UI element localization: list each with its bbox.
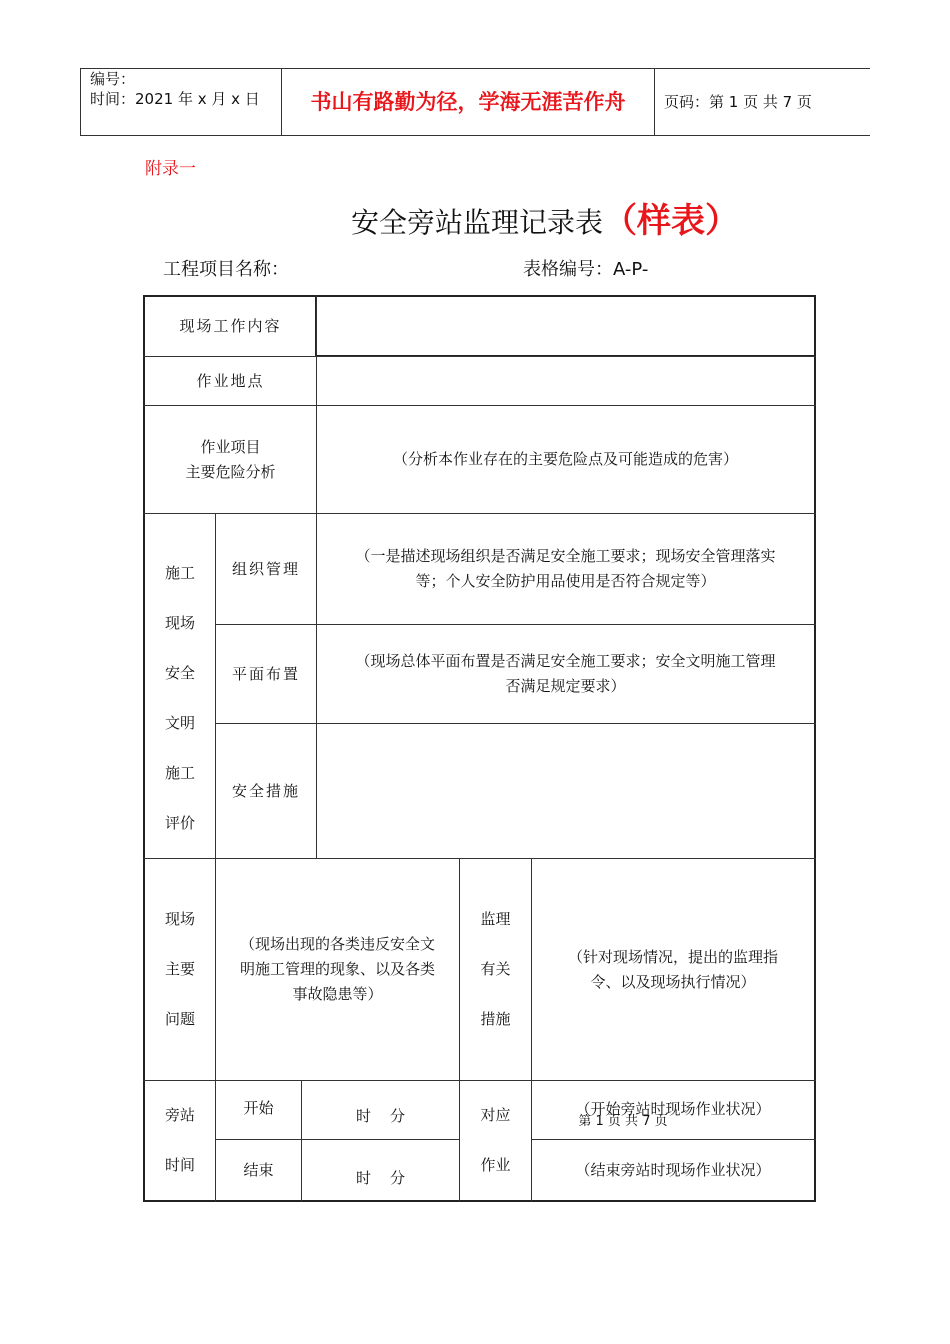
station-time-line1: 旁站 (164, 1106, 195, 1124)
main-issues-line3: 问题 (164, 1010, 195, 1028)
issues-hint-line2: 明施工管理的现象、以及各类 (239, 960, 435, 978)
start-status-hint[interactable]: （开始旁站时现场作业状况） (575, 1099, 771, 1118)
header-time-label: 时间：2021 年 x 月 x 日 (90, 90, 260, 108)
station-time-label (145, 1090, 215, 1190)
corresponding-work-line1: 对应 (480, 1106, 511, 1124)
header-bottom-border (80, 135, 870, 136)
issues-hint-line1: （现场出现的各类违反安全文 (239, 935, 435, 953)
supervision-hint[interactable] (532, 859, 814, 1080)
eval-line-2: 现场 (164, 614, 195, 632)
layout-label: 平面布置 (231, 664, 300, 683)
header-number-label: 编号： (90, 70, 136, 88)
layout-hint-line1: （现场总体平面布置是否满足安全施工要求；安全文明施工管理 (355, 652, 776, 670)
start-time-field[interactable]: 时 分 (355, 1106, 406, 1125)
supervision-line3: 措施 (480, 1010, 511, 1028)
issues-hint[interactable] (216, 859, 459, 1080)
page-title (0, 196, 950, 248)
main-issues-line1: 现场 (164, 910, 195, 928)
work-location-value[interactable] (317, 357, 814, 405)
layout-hint-line2: 否满足规定要求） (505, 677, 626, 695)
hazard-label-line1: 作业项目 (200, 437, 261, 456)
end-status-hint[interactable]: （结束旁站时现场作业状况） (575, 1160, 771, 1179)
work-location-label: 作业地点 (196, 371, 265, 390)
issues-hint-line3: 事故隐患等） (292, 985, 383, 1003)
site-work-content-label: 现场工作内容 (179, 317, 282, 335)
end-label: 结束 (243, 1160, 274, 1179)
footer-page-number: 第 1 页 共 7 页 (578, 1114, 668, 1129)
hazard-analysis-hint[interactable]: （分析本作业存在的主要危险点及可能造成的危害） (392, 450, 738, 468)
header-top-border (80, 68, 870, 69)
supervision-hint-line1: （针对现场情况，提出的监理指 (567, 947, 778, 966)
hazard-label-line2: 主要危险分析 (185, 462, 276, 481)
header-motto: 书山有路勤为径，学海无涯苦作舟 (310, 90, 626, 114)
safety-measures-label: 安全措施 (231, 781, 300, 800)
corresponding-work-label (460, 1090, 531, 1190)
title-main: 安全旁站监理记录表 (350, 206, 603, 239)
main-issues-label (145, 894, 215, 1044)
hazard-analysis-label (145, 406, 316, 513)
layout-hint[interactable] (317, 625, 814, 723)
org-mgmt-hint-line1: （一是描述现场组织是否满足安全施工要求；现场安全管理落实 (355, 547, 776, 565)
site-work-content-value[interactable] (315, 295, 816, 357)
corresponding-work-line2: 作业 (480, 1156, 511, 1174)
header-divider-2 (654, 68, 655, 135)
eval-line-4: 文明 (164, 714, 195, 732)
supervision-line1: 监理 (480, 910, 511, 928)
org-mgmt-hint[interactable] (317, 514, 814, 624)
evaluation-group-label (145, 548, 215, 848)
main-issues-line2: 主要 (164, 960, 195, 978)
org-mgmt-hint-line2: 等；个人安全防护用品使用是否符合规定等） (415, 572, 716, 590)
org-mgmt-label: 组织管理 (231, 559, 300, 578)
header-page-info: 页码：第 1 页 共 7 页 (664, 93, 812, 111)
start-label: 开始 (243, 1099, 274, 1117)
safety-measures-value[interactable] (317, 724, 814, 858)
title-suffix: （样表） (603, 201, 739, 241)
eval-line-5: 施工 (164, 764, 195, 782)
supervision-line2: 有关 (480, 960, 511, 978)
supervision-hint-line2: 令、以及现场执行情况） (590, 972, 756, 991)
appendix-label: 附录一 (145, 159, 196, 179)
eval-line-1: 施工 (164, 564, 195, 582)
end-time-field[interactable]: 时 分 (355, 1168, 406, 1187)
form-number-label: 表格编号：A-P- (523, 259, 649, 280)
station-time-line2: 时间 (164, 1156, 195, 1174)
eval-line-3: 安全 (164, 664, 195, 682)
project-name-label: 工程项目名称： (163, 259, 289, 280)
supervision-measures-label (460, 894, 531, 1044)
eval-line-6: 评价 (164, 814, 195, 832)
header-left-border (80, 68, 81, 135)
